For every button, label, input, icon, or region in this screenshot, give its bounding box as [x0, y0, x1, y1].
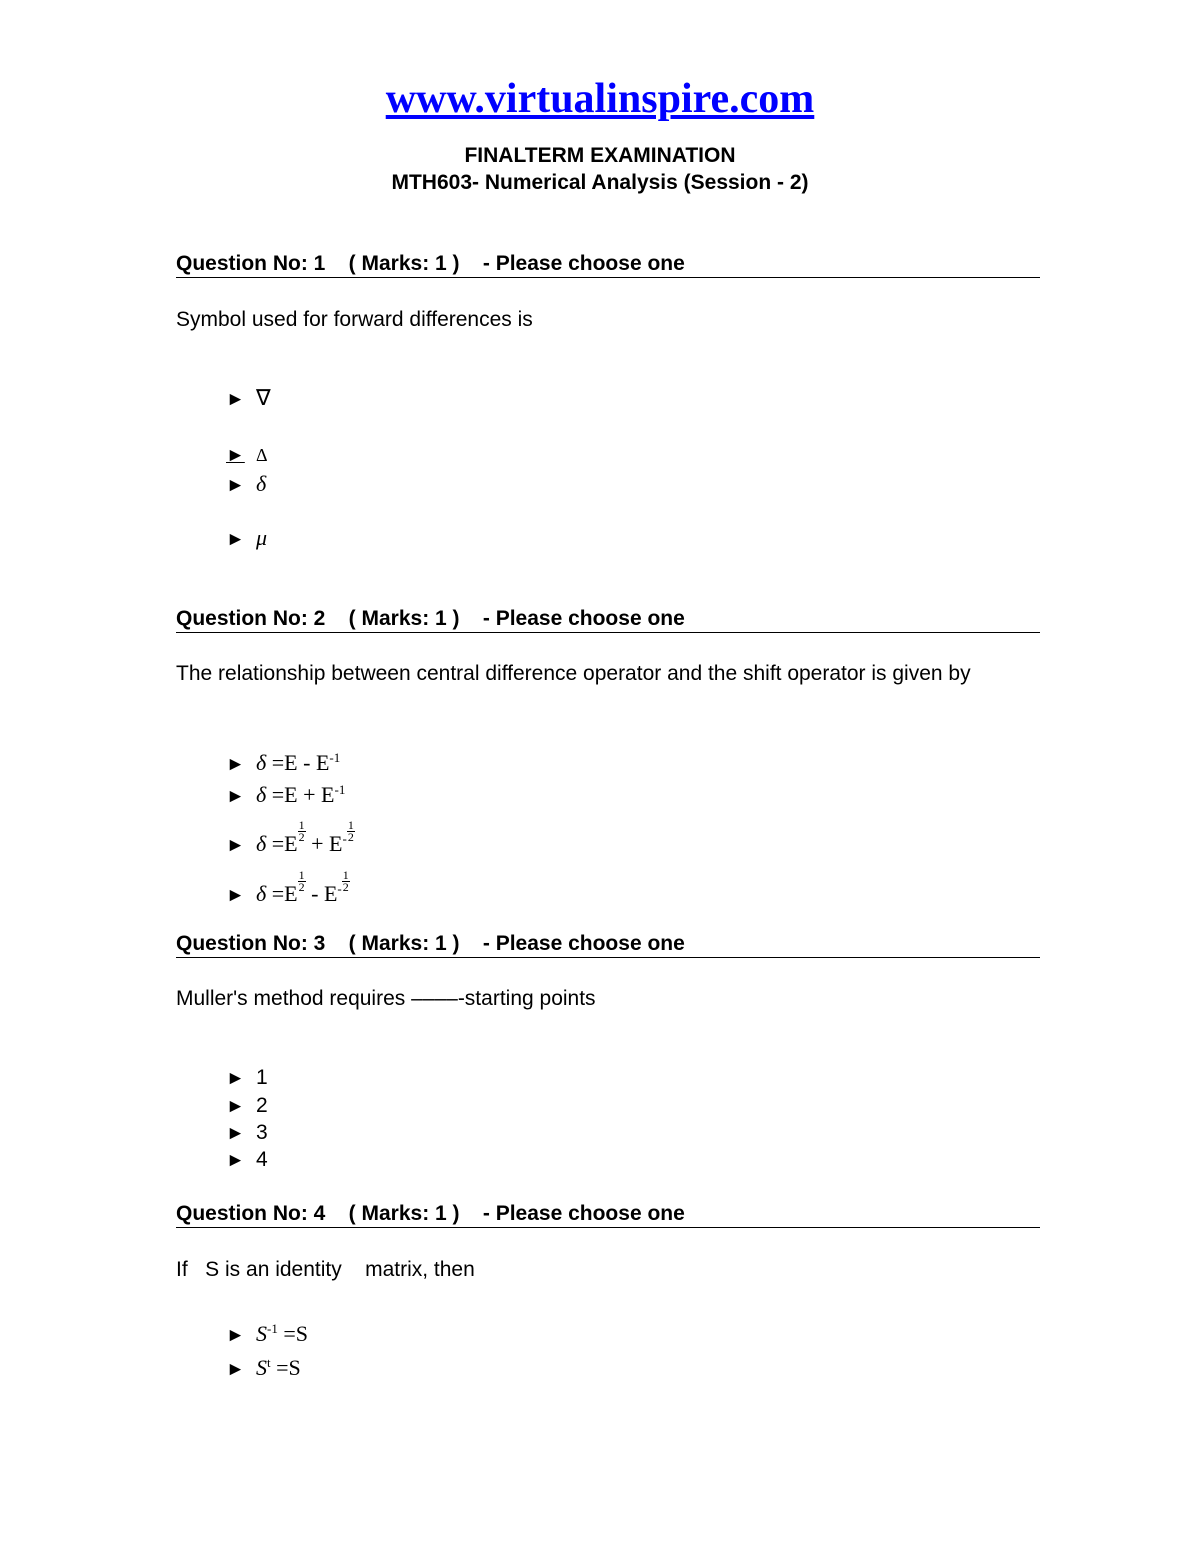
arrow-icon: ► — [226, 1359, 245, 1380]
option-label: 2 — [256, 1094, 268, 1117]
q3-option-3[interactable] — [226, 1120, 268, 1147]
q4-option-1[interactable] — [226, 1316, 308, 1349]
arrow-icon: ► — [226, 389, 245, 410]
option-symbol: Δ — [256, 445, 268, 465]
arrow-icon: ► — [226, 529, 245, 550]
question-2-header: Question No: 2 ( Marks: 1 ) - Please choose one — [176, 606, 1040, 633]
arrow-icon: ► — [226, 1068, 245, 1089]
q1-option-3[interactable] — [226, 471, 266, 499]
question-4-header: Question No: 4 ( Marks: 1 ) - Please choose one — [176, 1201, 1040, 1228]
exam-subtitle: MTH603- Numerical Analysis (Session - 2) — [391, 171, 809, 194]
q3-option-2[interactable] — [226, 1093, 268, 1120]
question-3-text: Muller's method requires ––––-starting points — [176, 987, 596, 1010]
question-1-text: Symbol used for forward differences is — [176, 308, 533, 331]
arrow-icon: ► — [226, 1096, 245, 1117]
option-formula: $\delta =E + E^{-1}$ — [256, 782, 346, 807]
option-formula: $S^{-1} =S$ — [256, 1321, 308, 1346]
option-formula: $S^t =S$ — [256, 1355, 301, 1380]
arrow-icon: ► — [226, 754, 245, 775]
arrow-icon: ► — [226, 885, 245, 906]
q2-option-1[interactable] — [226, 745, 340, 778]
q4-option-2[interactable] — [226, 1350, 301, 1383]
q2-option-2[interactable] — [226, 777, 345, 810]
q3-option-1[interactable] — [226, 1065, 268, 1092]
arrow-icon: ► — [226, 1123, 245, 1144]
question-1-header: Question No: 1 ( Marks: 1 ) - Please choose one — [176, 251, 1040, 278]
question-3-header: Question No: 3 ( Marks: 1 ) - Please choose one — [176, 931, 1040, 958]
q1-option-4[interactable] — [226, 525, 267, 553]
question-4-text: If S is an identity matrix, then — [176, 1258, 475, 1281]
option-symbol: μ — [256, 525, 268, 550]
arrow-icon: ► — [226, 1150, 245, 1171]
q1-option-1[interactable] — [226, 385, 271, 413]
q1-option-2[interactable] — [226, 442, 268, 469]
exam-title: FINALTERM EXAMINATION — [464, 144, 736, 167]
q2-option-3[interactable] — [226, 820, 355, 859]
option-label: 3 — [256, 1121, 268, 1144]
arrow-icon: ► — [226, 786, 245, 807]
site-url-link[interactable]: www.virtualinspire.com — [385, 76, 815, 122]
arrow-icon: ► — [226, 1325, 245, 1346]
option-formula: δ =E $\frac{1}{2}$ + E- $\frac{1}{2}$ — [256, 818, 354, 856]
option-formula: δ =E $\frac{1}{2}$ - E- $\frac{1}{2}$ — [256, 868, 349, 906]
option-label: 4 — [256, 1148, 268, 1171]
arrow-icon: ► — [226, 475, 245, 496]
option-symbol: ∇ — [256, 385, 271, 410]
option-label: 1 — [256, 1066, 268, 1089]
option-formula: $\delta =E - E^{-1}$ — [256, 750, 341, 775]
q3-option-4[interactable] — [226, 1147, 268, 1174]
arrow-icon: ► — [226, 835, 245, 856]
arrow-icon: ► — [226, 445, 245, 466]
q2-option-4[interactable] — [226, 870, 350, 909]
option-symbol: δ — [256, 471, 267, 496]
question-2-text: The relationship between central difference operator and the shift operator is given by — [176, 662, 971, 685]
